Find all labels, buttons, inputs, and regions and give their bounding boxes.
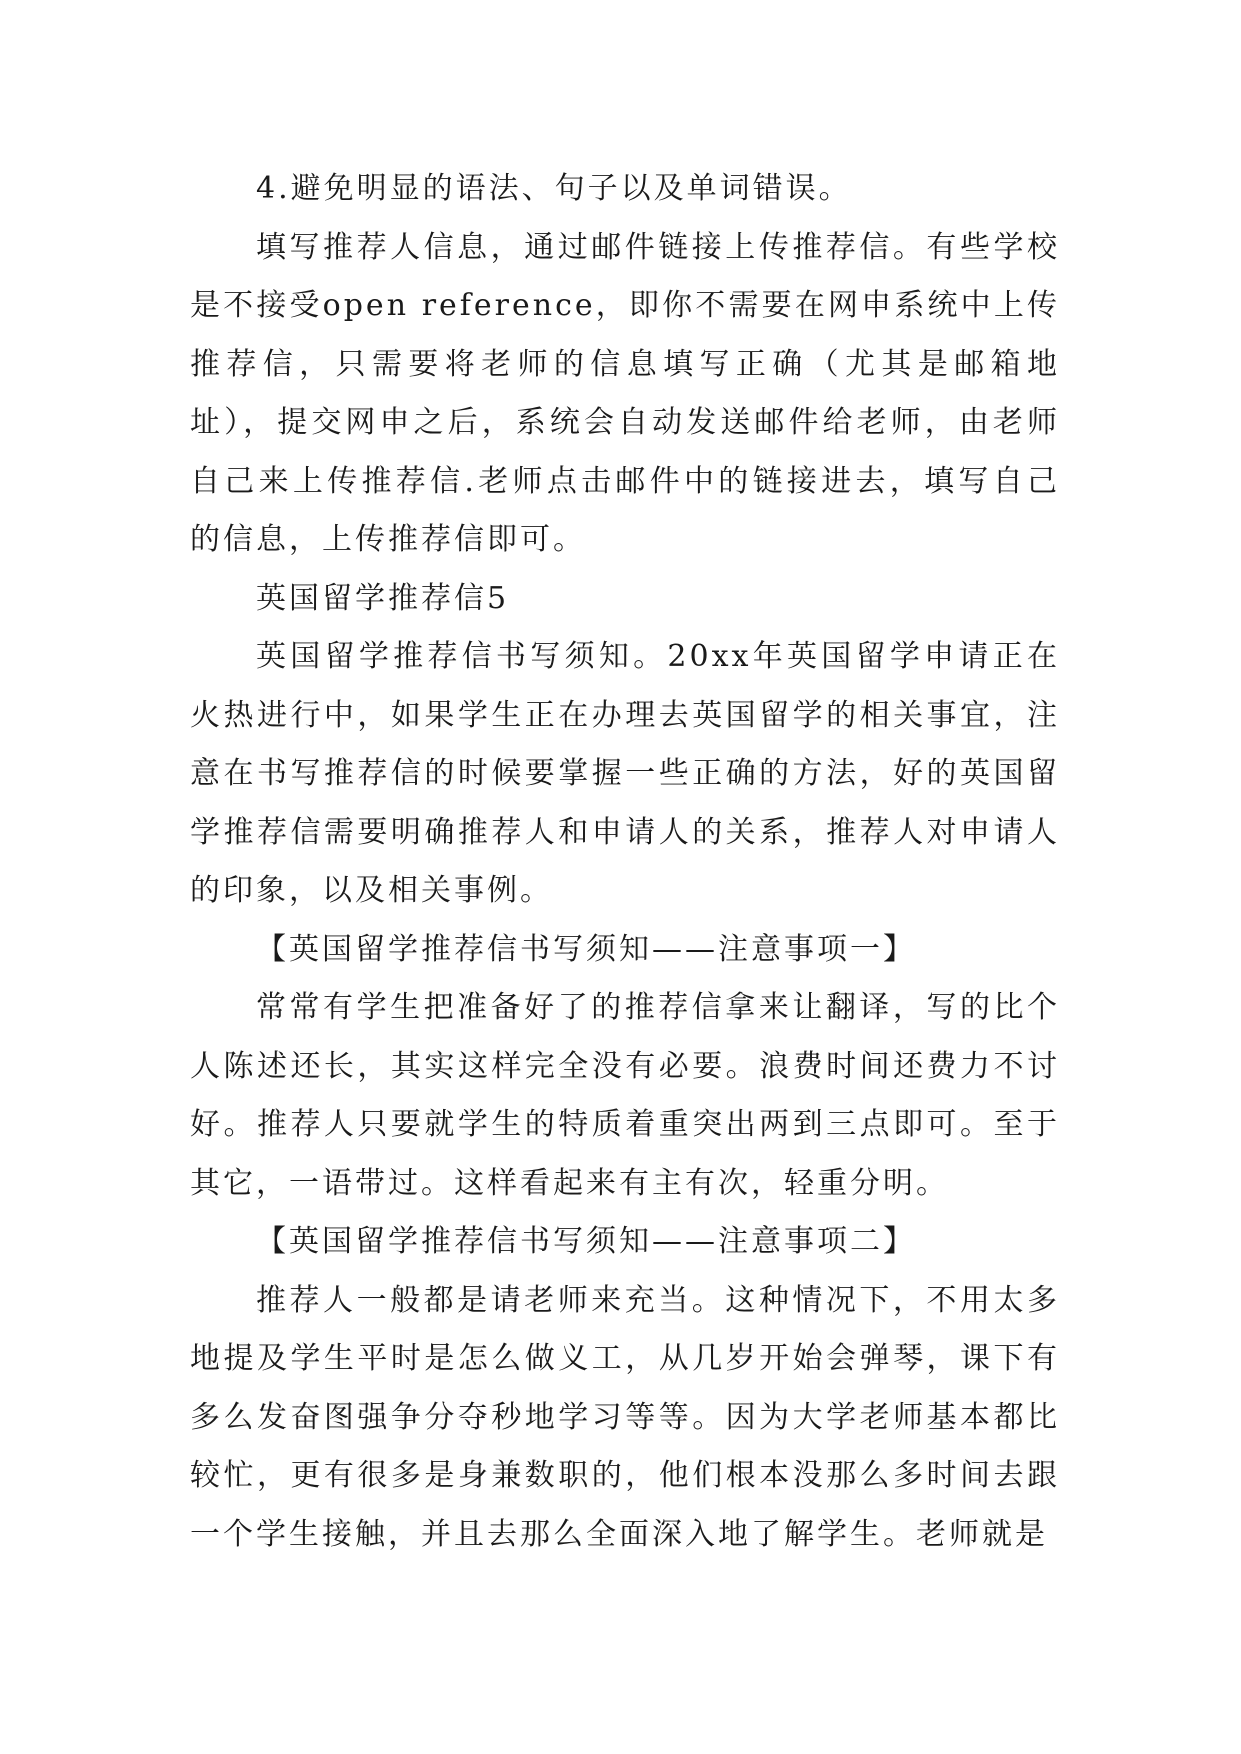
- paragraph-writing-notes: 英国留学推荐信书写须知。20xx年英国留学申请正在火热进行中，如果学生正在办理去英国留学的相关事宜，注意在书写推荐信的时候要掌握一些正确的方法，好的英国留学推荐信需要明确推荐人和申请人的关系，推荐人对申请人的印象，以及相关事例。: [190, 639, 1060, 908]
- paragraph-avoid-errors: 4.避免明显的语法、句子以及单词错误。: [256, 171, 852, 206]
- document-body: [190, 160, 1060, 1564]
- paragraph-note-1: 常常有学生把准备好了的推荐信拿来让翻译，写的比个人陈述还长，其实这样完全没有必要。浪费时间还费力不讨好。推荐人只要就学生的特质着重突出两到三点即可。至于其它，一语带过。这样看起来有主有次，轻重分明。: [190, 990, 1060, 1201]
- section-heading-letter-5: 英国留学推荐信5: [256, 580, 510, 616]
- paragraph-referee-info: 填写推荐人信息，通过邮件链接上传推荐信。有些学校是不接受open reference，即你不需要在网申系统中上传推荐信，只需要将老师的信息填写正确（尤其是邮箱地址），提交网申之后，系统会自动发送邮件给老师，由老师自己来上传推荐信.老师点击邮件中的链接进去，填写自己的信息，上传推荐信即可。: [190, 229, 1060, 557]
- paragraph-note-2: 推荐人一般都是请老师来充当。这种情况下，不用太多地提及学生平时是怎么做义工，从几岁开始会弹琴，课下有多么发奋图强争分夺秒地学习等等。因为大学老师基本都比较忙，更有很多是身兼数职的，他们根本没那么多时间去跟一个学生接触，并且去那么全面深入地了解学生。老师就是: [190, 1282, 1060, 1552]
- section-heading-note-2: 【英国留学推荐信书写须知——注意事项二】: [256, 1224, 916, 1259]
- section-heading-note-1: 【英国留学推荐信书写须知——注意事项一】: [256, 931, 916, 967]
